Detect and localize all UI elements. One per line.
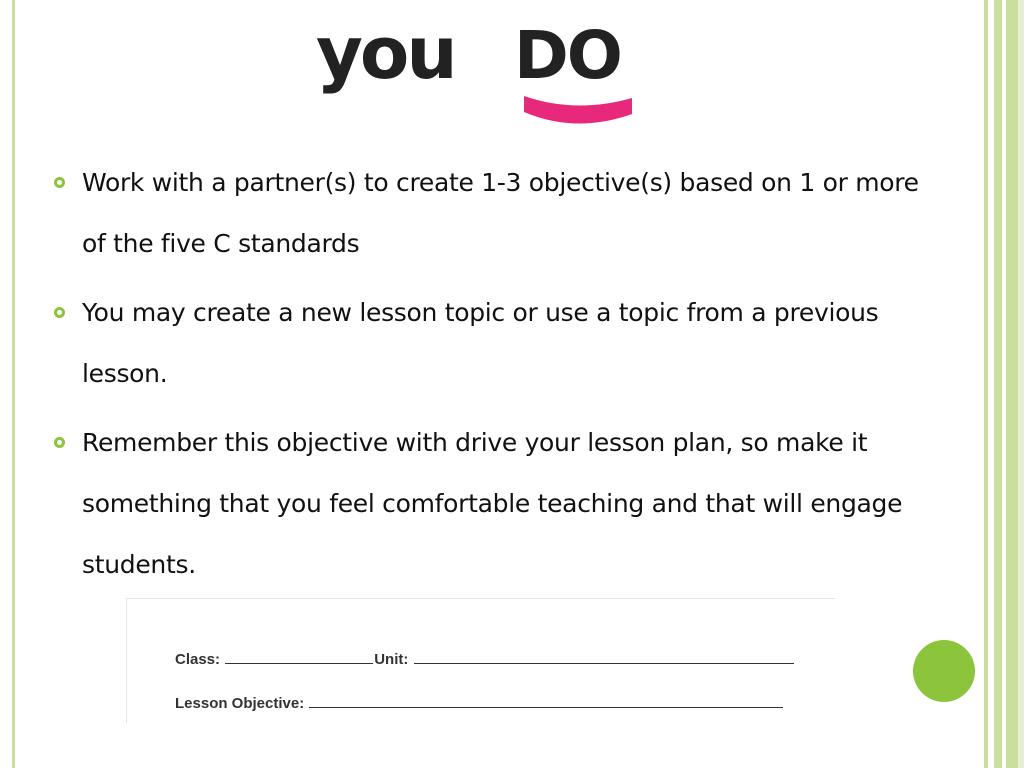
bullet-text: Remember this objective with drive your lesson plan, so make it something that you feel comfortable teaching and that will engage students. (82, 428, 903, 579)
lesson-objective-label: Lesson Objective: (175, 695, 305, 712)
decorative-green-circle (913, 640, 975, 702)
logo-word-you: you (316, 22, 455, 95)
class-label: Class: (175, 651, 221, 668)
class-unit-row (175, 649, 795, 668)
unit-label: Unit: (374, 651, 409, 668)
unit-blank-line (414, 649, 794, 664)
bullet-item (52, 412, 932, 595)
objective-row (175, 693, 784, 712)
objective-blank-line (309, 693, 783, 708)
bullet-list (52, 152, 932, 595)
you-do-logo (314, 22, 644, 134)
bullet-text: Work with a partner(s) to create 1-3 objective(s) based on 1 or more of the five C standards (82, 168, 919, 258)
logo-word-do: DO (514, 22, 621, 94)
class-blank-line (225, 649, 373, 664)
bullet-item (52, 152, 932, 274)
left-border-rule (0, 0, 15, 768)
bullet-text: You may create a new lesson topic or use a topic from a previous lesson. (82, 298, 879, 388)
bullet-ring-icon (54, 437, 65, 448)
bullet-ring-icon (54, 177, 65, 188)
lesson-form-snippet (126, 598, 835, 723)
bullet-item (52, 282, 932, 404)
logo-smile (524, 96, 632, 124)
right-border-rules (976, 0, 1024, 768)
bullet-ring-icon (54, 307, 65, 318)
